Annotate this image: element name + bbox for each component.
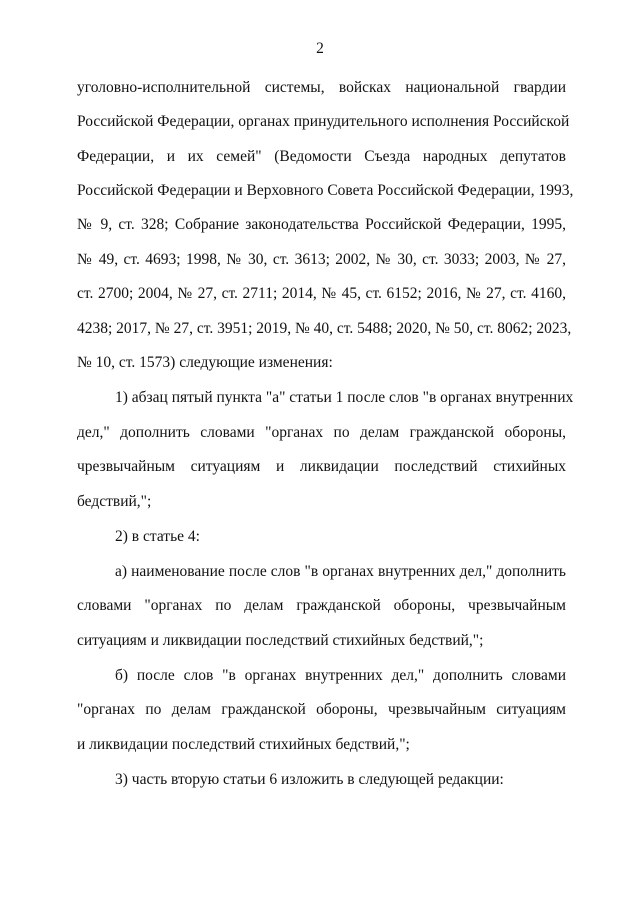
text-line: 4238; 2017, № 27, ст. 3951; 2019, № 40, ст. 5488; 2020, № 50, ст. 8062; 2023, [77, 320, 572, 337]
text-line: дел," дополнить словами "органах по делам гражданской обороны, [77, 424, 566, 441]
text-line: чрезвычайным ситуациям и ликвидации последствий стихийных [77, 458, 566, 475]
text-line: № 10, ст. 1573) следующие изменения: [77, 354, 333, 371]
text-line: словами "органах по делам гражданской обороны, чрезвычайным [77, 597, 566, 614]
text-line: и ликвидации последствий стихийных бедствий,"; [77, 736, 410, 753]
text-line: 1) абзац пятый пункта "а" статьи 1 после слов "в органах внутренних [115, 389, 574, 406]
text-line: б) после слов "в органах внутренних дел," дополнить словами [115, 667, 566, 684]
text-line: ст. 2700; 2004, № 27, ст. 2711; 2014, № 45, ст. 6152; 2016, № 27, ст. 4160, [77, 285, 566, 302]
text-line: 3) часть вторую статьи 6 изложить в следующей редакции: [115, 771, 504, 788]
text-line: № 9, ст. 328; Собрание законодательства Российской Федерации, 1995, [77, 216, 566, 233]
text-line: Российской Федерации, органах принудительного исполнения Российской [77, 113, 570, 130]
text-line: Российской Федерации и Верховного Совета Российской Федерации, 1993, [77, 182, 574, 199]
page-number: 2 [316, 40, 324, 57]
text-line: "органах по делам гражданской обороны, чрезвычайным ситуациям [77, 701, 566, 718]
text-line: 2) в статье 4: [115, 528, 200, 545]
text-line: а) наименование после слов "в органах внутренних дел," дополнить [115, 563, 566, 580]
text-line: бедствий,"; [77, 493, 152, 510]
text-line: уголовно-исполнительной системы, войсках национальной гвардии [77, 79, 566, 96]
text-line: Федерации, и их семей" (Ведомости Съезда народных депутатов [77, 148, 566, 165]
text-line: № 49, ст. 4693; 1998, № 30, ст. 3613; 2002, № 30, ст. 3033; 2003, № 27, [77, 251, 566, 268]
text-line: ситуациям и ликвидации последствий стихийных бедствий,"; [77, 632, 484, 649]
